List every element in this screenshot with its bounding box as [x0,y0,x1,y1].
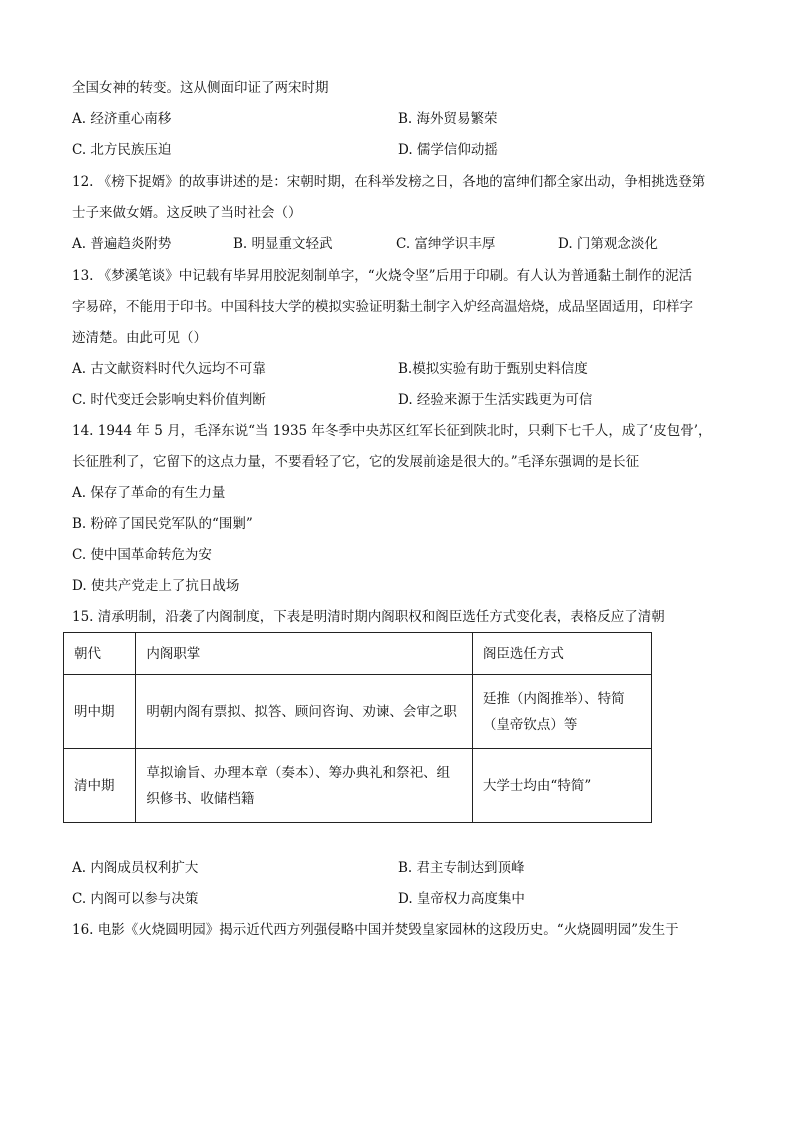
intro-line: 全国女神的转变。这从侧面印证了两宋时期 [72,80,329,96]
q12-option-c: C. 富绅学识丰厚 [396,236,496,252]
q15-option-b: B. 君主专制达到顶峰 [398,860,525,876]
q15-option-a: A. 内阁成员权利扩大 [72,860,199,876]
q14-option-d: D. 使共产党走上了抗日战场 [72,578,240,594]
table-cell-dynasty: 明中期 [64,675,136,749]
q13-stem-line3: 迹清楚。由此可见（） [72,330,207,346]
table-row [64,749,652,823]
q13-option-d: D. 经验来源于生活实践更为可信 [398,392,593,408]
q13-stem-line2: 字易碎，不能用于印书。中国科技大学的模拟实验证明黏土制字入炉经高温焙烧，成品坚固适用，印样字 [72,299,693,315]
q11-option-d: D. 儒学信仰动摇 [398,142,498,158]
q12-stem-line1: 12. 《榜下捉婿》的故事讲述的是：宋朝时期，在科举发榜之日，各地的富绅们都全家出动，争相挑选登第 [72,174,706,190]
table-header-row [64,633,652,675]
q16-stem-line1: 16. 电影《火烧圆明园》揭示近代西方列强侵略中国并焚毁皇家园林的这段历史。“火烧圆明园”发生于 [72,922,679,938]
table-header-selection: 阁臣选任方式 [472,633,651,675]
q14-option-c: C. 使中国革命转危为安 [72,547,212,563]
table-header-dynasty: 朝代 [64,633,136,675]
q13-stem-line1: 13. 《梦溪笔谈》中记载有毕昇用胶泥刻制单字，“火烧令坚”后用于印刷。有人认为普通黏土制作的泥活 [72,268,693,284]
table-cell-dynasty: 清中期 [64,749,136,823]
table-header-duties: 内阁职掌 [136,633,473,675]
table-cell-duties: 明朝内阁有票拟、拟答、顾问咨询、劝谏、会审之职 [136,675,473,749]
q14-stem-line2: 长征胜利了，它留下的这点力量，不要看轻了它，它的发展前途是很大的。”毛泽东强调的是长征 [72,454,640,470]
q13-option-c: C. 时代变迁会影响史料价值判断 [72,392,266,408]
q14-option-a: A. 保存了革命的有生力量 [72,485,226,501]
q15-option-c: C. 内阁可以参与决策 [72,891,199,907]
table-cell-selection: 廷推（内阁推举）、特简（皇帝钦点）等 [472,675,651,749]
q12-option-b: B. 明显重文轻武 [233,236,333,252]
table-cell-selection: 大学士均由“特简” [472,749,651,823]
q13-option-b: B.模拟实验有助于甄别史料信度 [398,361,588,377]
q12-option-a: A. 普遍趋炎附势 [72,236,172,252]
table-row [64,675,652,749]
q14-option-b: B. 粉碎了国民党军队的“围剿” [72,516,253,532]
q15-option-d: D. 皇帝权力高度集中 [398,891,525,907]
cabinet-comparison-table [63,632,652,823]
q11-option-c: C. 北方民族压迫 [72,142,172,158]
q11-option-b: B. 海外贸易繁荣 [398,111,498,127]
q15-stem-line1: 15. 清承明制，沿袭了内阁制度，下表是明清时期内阁职权和阁臣选任方式变化表，表格反应了清朝 [72,609,665,625]
q12-stem-line2: 士子来做女婿。这反映了当时社会（） [72,205,302,221]
q14-stem-line1: 14. 1944 年 5 月，毛泽东说“当 1935 年冬季中央苏区红军长征到陕北时，只剩下七千人，成了‘皮包骨’， [72,423,712,439]
table-cell-duties: 草拟谕旨、办理本章（奏本）、筹办典礼和祭祀、组织修书、收储档籍 [136,749,473,823]
q11-option-a: A. 经济重心南移 [72,111,172,127]
q12-option-d: D. 门第观念淡化 [558,236,658,252]
q13-option-a: A. 古文献资料时代久远均不可靠 [72,361,266,377]
